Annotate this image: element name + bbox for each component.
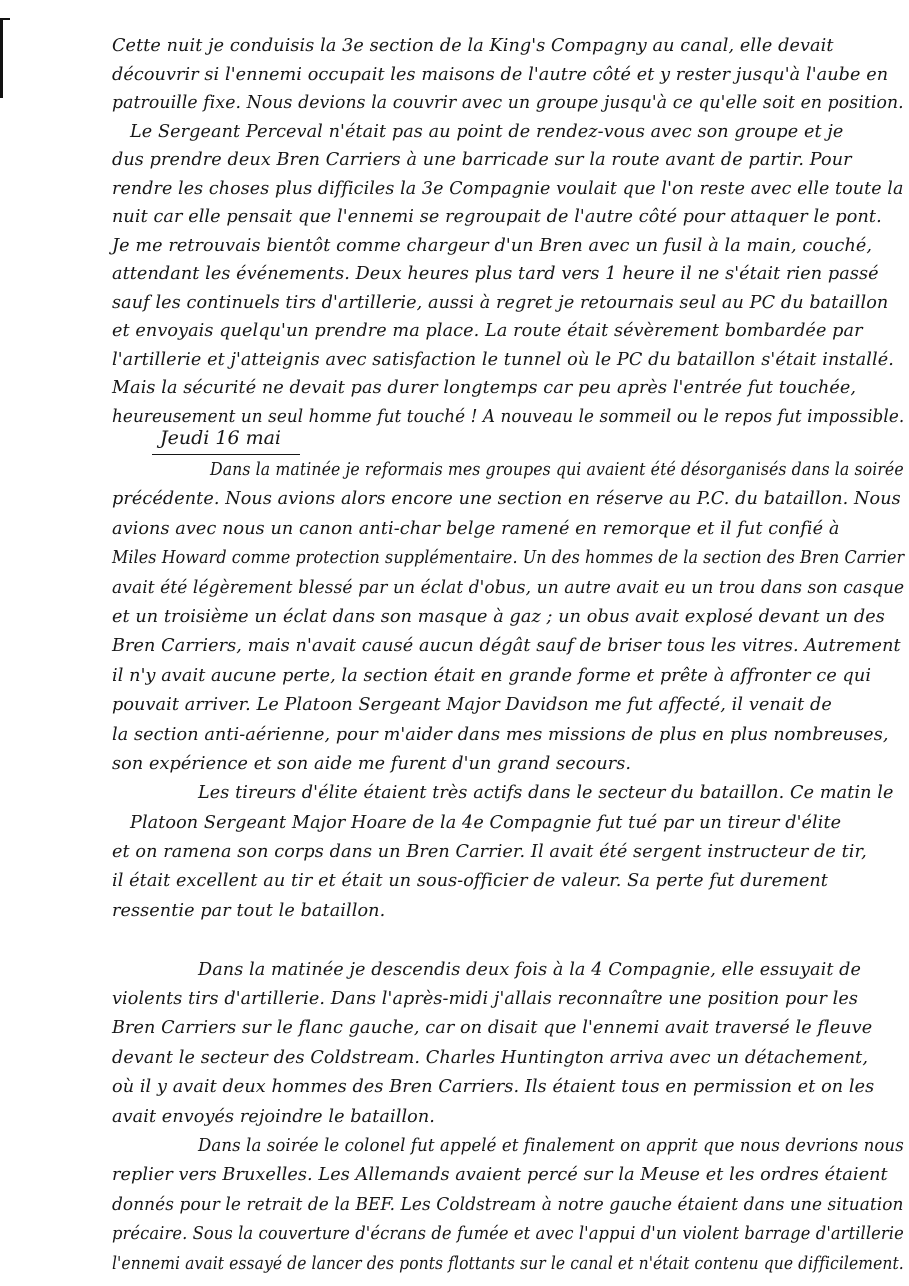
page-edge-mark-top: [0, 18, 10, 20]
text-line: il était excellent au tir et était un sous-officier de valeur. Sa perte fut durement: [112, 871, 828, 892]
text-line: Platoon Sergeant Major Hoare de la 4e Compagnie fut tué par un tireur d'élite: [130, 812, 842, 833]
text-line: l'artillerie et j'atteignis avec satisfaction le tunnel où le PC du bataillon s'était installé.: [112, 349, 894, 370]
text-line: précédente. Nous avions alors encore une section en réserve au P.C. du bataillon. Nous: [112, 489, 901, 510]
text-line: Le Sergeant Perceval n'était pas au point de rendez-vous avec son groupe et je: [130, 121, 844, 142]
text-line: dus prendre deux Bren Carriers à une barricade sur la route avant de partir. Pour: [112, 150, 852, 170]
text-line: Bren Carriers sur le flanc gauche, car on disait que l'ennemi avait traversé le fleuve: [112, 1018, 873, 1039]
text-line: Dans la soirée le colonel fut appelé et finalement on apprit que nous devrions nous: [198, 1135, 904, 1156]
text-line: Miles Howard comme protection supplémentaire. Un des hommes de la section des Bren Carrier: [112, 548, 905, 569]
text-line: son expérience et son aide me furent d'un grand secours.: [112, 753, 632, 774]
text-line: la section anti-aérienne, pour m'aider dans mes missions de plus en plus nombreuses,: [112, 724, 889, 745]
text-line: donnés pour le retrait de la BEF. Les Coldstream à notre gauche étaient dans une situation: [112, 1194, 904, 1215]
text-line: patrouille fixe. Nous devions la couvrir avec un groupe jusqu'à ce qu'elle soit en position.: [112, 93, 904, 113]
text-line: ressentie par tout le bataillon.: [112, 900, 386, 921]
text-line: avait envoyés rejoindre le bataillon.: [112, 1106, 435, 1127]
text-line: et on ramena son corps dans un Bren Carrier. Il avait été sergent instructeur de tir,: [112, 842, 867, 863]
text-line: et envoyais quelqu'un prendre ma place. La route était sévèrement bombardée par: [112, 321, 863, 341]
text-line: Mais la sécurité ne devait pas durer longtemps car peu après l'entrée fut touchée,: [112, 378, 857, 398]
text-line: replier vers Bruxelles. Les Allemands avaient percé sur la Meuse et les ordres étaient: [112, 1165, 888, 1186]
text-line: précaire. Sous la couverture d'écrans de fumée et avec l'appui d'un violent barrage d'artillerie: [112, 1224, 904, 1245]
text-line: découvrir si l'ennemi occupait les maisons de l'autre côté et y rester jusqu'à l'aube en: [112, 64, 889, 85]
text-line: nuit car elle pensait que l'ennemi se regroupait de l'autre côté pour attaquer le pont.: [112, 207, 882, 227]
text-line: attendant les événements. Deux heures plus tard vers 1 heure il ne s'était rien passé: [112, 264, 879, 284]
text-line: devant le secteur des Coldstream. Charles Huntington arriva avec un détachement,: [112, 1047, 869, 1068]
text-line: rendre les choses plus difficiles la 3e Compagnie voulait que l'on reste avec elle toute la: [112, 178, 904, 199]
text-line: avions avec nous un canon anti-char belge ramené en remorque et il fut confié à: [112, 518, 840, 539]
text-line-blank: [112, 926, 904, 955]
text-line: et un troisième un éclat dans son masque à gaz ; un obus avait explosé devant un des: [112, 606, 885, 627]
text-line: Les tireurs d'élite étaient très actifs dans le secteur du bataillon. Ce matin le: [198, 783, 894, 804]
text-line: avait été légèrement blessé par un éclat d'obus, un autre avait eu un trou dans son casque: [112, 577, 905, 598]
text-line: Je me retrouvais bientôt comme chargeur d'un Bren avec un fusil à la main, couché,: [112, 235, 873, 256]
text-line: il n'y avait aucune perte, la section était en grande forme et prête à affronter ce qui: [112, 665, 872, 686]
date-heading: Jeudi 16 mai: [160, 427, 282, 449]
text-line: heureusement un seul homme fut touché ! A nouveau le sommeil ou le repos fut impossible.: [112, 406, 905, 427]
text-block-night: [112, 32, 904, 431]
page-edge-mark: [0, 18, 3, 98]
text-line: pouvait arriver. Le Platoon Sergeant Major Davidson me fut affecté, il venait de: [112, 695, 832, 716]
date-heading-underline: [152, 454, 300, 455]
text-line: l'ennemi avait essayé de lancer des ponts flottants sur le canal et n'était contenu que difficilement.: [112, 1253, 904, 1274]
text-line: Bren Carriers, mais n'avait causé aucun dégât sauf de briser tous les vitres. Autrement: [112, 636, 901, 657]
text-line: Dans la matinée je reformais mes groupes qui avaient été désorganisés dans la soirée: [210, 460, 904, 480]
text-line: sauf les continuels tirs d'artillerie, aussi à regret je retournais seul au PC du bataillon: [112, 292, 889, 313]
text-line: Dans la matinée je descendis deux fois à la 4 Compagnie, elle essuyait de: [198, 959, 862, 980]
text-line: violents tirs d'artillerie. Dans l'après-midi j'allais reconnaître une position pour les: [112, 989, 859, 1010]
text-block-thursday: [112, 456, 904, 1279]
text-line: où il y avait deux hommes des Bren Carriers. Ils étaient tous en permission et on les: [112, 1077, 875, 1098]
text-line: Cette nuit je conduisis la 3e section de la King's Compagny au canal, elle devait: [112, 36, 834, 56]
